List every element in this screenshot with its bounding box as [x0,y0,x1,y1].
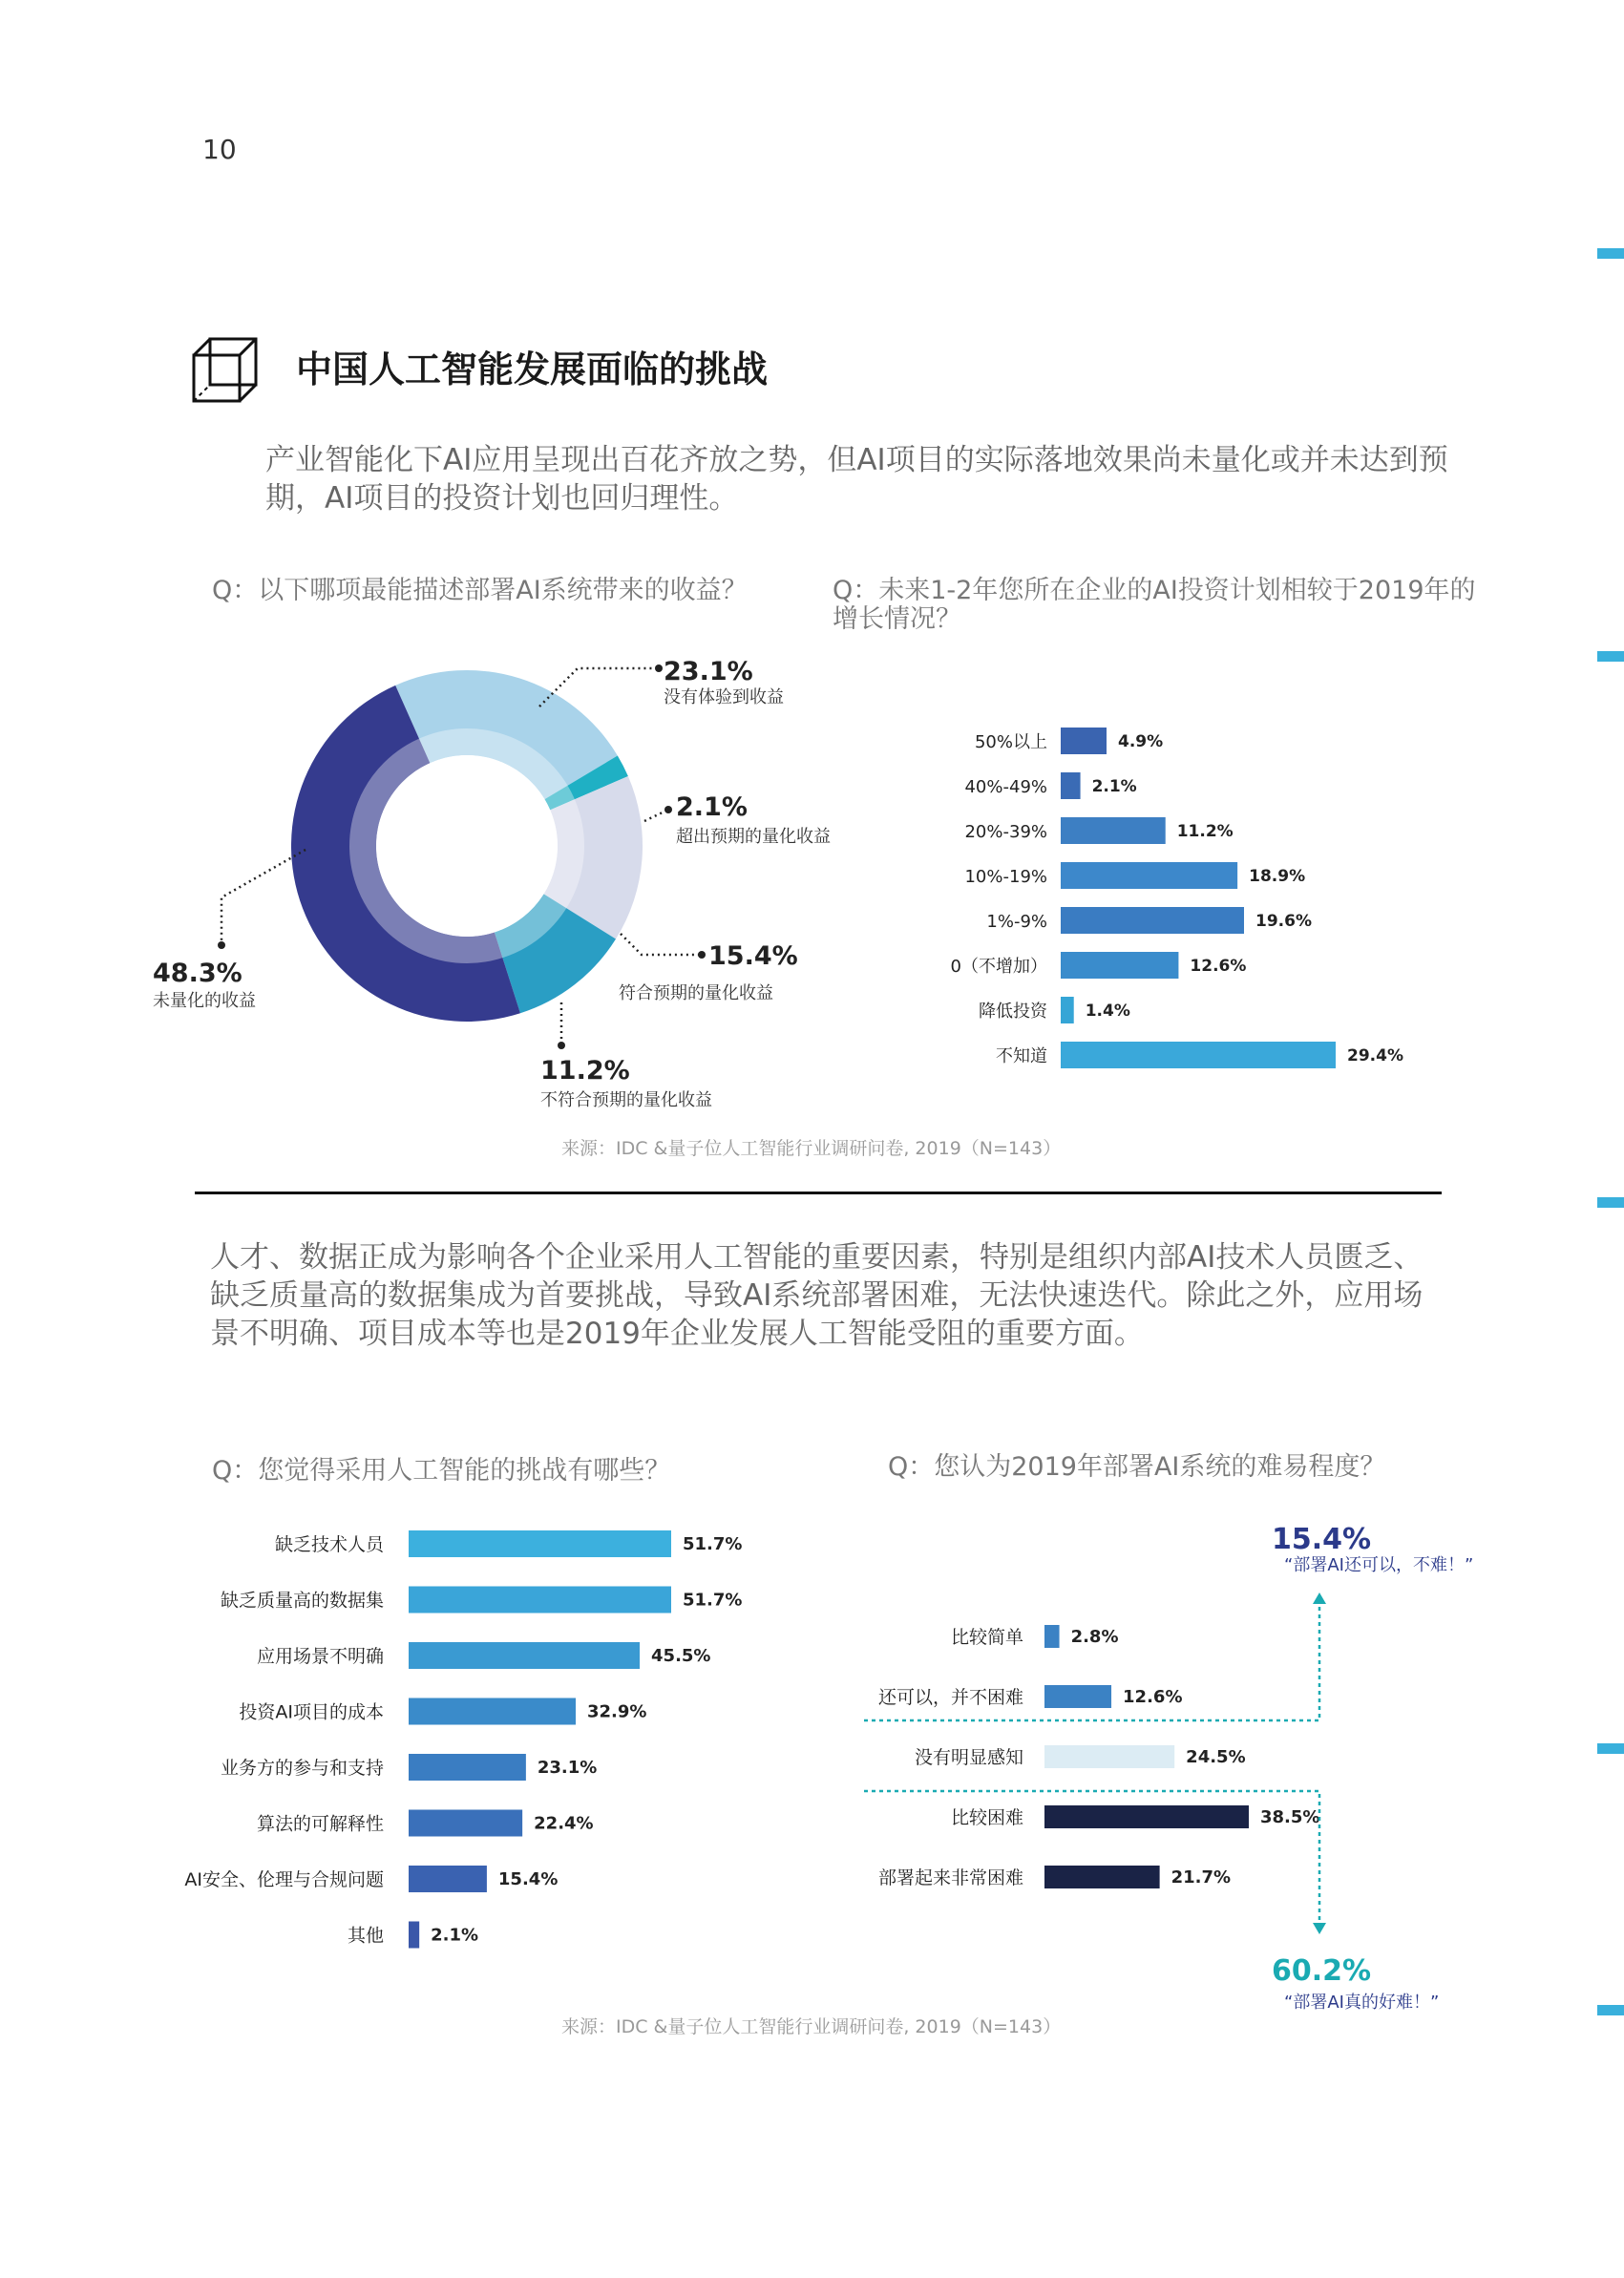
bar-value-label: 2.1% [1091,777,1137,796]
bar-value-label: 51.7% [683,1590,743,1611]
bar-value-label: 21.7% [1171,1867,1232,1888]
bar-category-label: 其他 [347,1925,384,1947]
question-benefit: Q：以下哪项最能描述部署AI系统带来的收益？ [212,576,748,605]
bar-value-label: 45.5% [651,1646,711,1666]
bar [1044,1805,1249,1828]
bar-value-label: 1.4% [1085,1002,1130,1021]
bar-value-label: 15.4% [497,1869,559,1889]
bar-value-label: 2.8% [1070,1627,1119,1647]
slice-category-label: 不符合预期的量化收益 [540,1090,712,1110]
bar-category-label: 算法的可解释性 [256,1813,384,1835]
question-investment: Q：未来1-2年您所在企业的AI投资计划相较于2019年的增长情况？ [833,576,1476,634]
bar-value-label: 22.4% [534,1813,594,1834]
slice-value-label: 2.1% [676,792,748,822]
arrow-down-icon [1313,1923,1326,1934]
bar-category-label: 降低投资 [979,1002,1047,1022]
bar-category-label: 比较困难 [950,1807,1023,1828]
slice-category-label: 符合预期的量化收益 [619,983,773,1003]
bar-value-label: 12.6% [1123,1687,1183,1707]
bar [1044,1866,1160,1888]
question-challenges: Q：您觉得采用人工智能的挑战有哪些？ [212,1456,671,1486]
bar-value-label: 19.6% [1255,912,1312,931]
page-number: 10 [202,134,237,165]
section-title: 中国人工智能发展面临的挑战 [296,348,769,390]
question-difficulty: Q：您认为2019年部署AI系统的难易程度？ [888,1452,1386,1482]
bar-category-label: 不知道 [996,1046,1047,1066]
bar-category-label: 缺乏技术人员 [274,1534,384,1555]
slice-category-label: 超出预期的量化收益 [676,827,831,847]
slice-value-label: 48.3% [153,959,243,988]
bar-value-label: 38.5% [1260,1807,1320,1827]
bar [1044,1745,1174,1768]
bar-value-label: 29.4% [1347,1046,1403,1065]
bar-value-label: 12.6% [1190,957,1247,976]
source-note-bottom: 来源：IDC &量子位人工智能行业调研问卷, 2019（N=143） [561,2016,1062,2037]
bar-category-label: 10%-19% [964,867,1047,887]
bar-category-label: 比较简单 [950,1627,1023,1648]
bar-category-label: 业务方的参与和支持 [220,1758,384,1779]
bar-value-label: 18.9% [1249,867,1306,886]
bar-value-label: 4.9% [1118,732,1164,751]
bar-category-label: 0（不增加） [950,957,1047,977]
slice-value-label: 11.2% [540,1056,630,1086]
bar-category-label: 部署起来非常困难 [877,1867,1023,1888]
bar-category-label: AI安全、伦理与合规问题 [184,1869,384,1890]
bar-category-label: 应用场景不明确 [256,1646,384,1667]
bar-value-label: 2.1% [431,1925,479,1946]
bar-category-label: 50%以上 [974,732,1047,752]
annotation-hard-value: 60.2% [1272,1954,1372,1988]
bar-category-label: 投资AI项目的成本 [239,1701,384,1723]
annotation-easy-text: “部署AI还可以，不难！” [1284,1555,1474,1575]
annotation-hard-text: “部署AI真的好难！” [1284,1993,1440,2013]
bar-value-label: 51.7% [683,1534,743,1554]
bar-category-label: 缺乏质量高的数据集 [220,1590,384,1612]
bar-category-label: 40%-49% [964,777,1047,797]
source-note-top: 来源：IDC &量子位人工智能行业调研问卷, 2019（N=143） [561,1138,1062,1159]
bar [1044,1685,1111,1708]
bar-value-label: 11.2% [1176,822,1234,841]
bar-category-label: 1%-9% [986,912,1047,932]
intro-paragraph: 产业智能化下AI应用呈现出百花齐放之势，但AI项目的实际落地效果尚未量化或并未达到预期，AI项目的投资计划也回归理性。 [265,443,1448,516]
slice-category-label: 未量化的收益 [153,991,256,1011]
bar-value-label: 32.9% [587,1701,647,1722]
challenge-paragraph: 人才、数据正成为影响各个企业采用人工智能的重要因素，特别是组织内部AI技术人员匮乏、缺乏质量高的数据集成为首要挑战，导致AI系统部署困难，无法快速迭代。除此之外，应用场景不明确、项目成本等也是2019年企业发展人工智能受阻的重要方面。 [210,1240,1424,1351]
arrow-up-icon [1313,1592,1326,1604]
slice-value-label: 15.4% [708,941,798,971]
bar [1044,1625,1060,1648]
annotation-easy-value: 15.4% [1272,1523,1372,1556]
bar-value-label: 24.5% [1186,1747,1246,1767]
slice-category-label: 没有体验到收益 [664,687,784,707]
bar-category-label: 20%-39% [964,822,1047,842]
bar-category-label: 还可以，并不困难 [877,1687,1023,1708]
slice-value-label: 23.1% [664,657,753,686]
bar-value-label: 23.1% [537,1758,598,1778]
bar-category-label: 没有明显感知 [914,1747,1023,1768]
